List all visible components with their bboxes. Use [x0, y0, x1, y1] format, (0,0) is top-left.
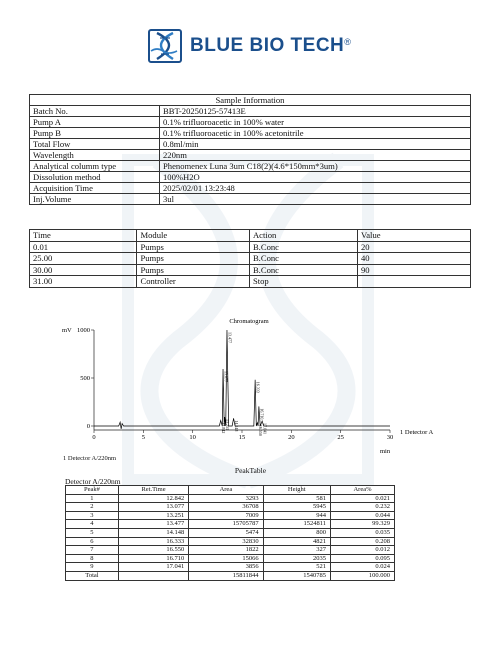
detector-note: 1 Detector A/220nm	[63, 455, 117, 462]
program-row	[30, 253, 471, 265]
peak-retention-label: 13.251	[225, 418, 231, 430]
program-cell: Controller	[137, 276, 249, 288]
peak-cell: 1524811	[263, 520, 330, 529]
peak-cell: 0.021	[330, 494, 394, 503]
program-column-header: Module	[137, 230, 249, 242]
program-cell: Pumps	[137, 264, 249, 276]
peak-cell: 16.710	[118, 554, 188, 563]
sample-information-table	[29, 94, 471, 205]
program-cell: 30.00	[30, 264, 137, 276]
peak-cell: 15705787	[189, 520, 263, 529]
program-column-header: Value	[357, 230, 470, 242]
program-cell	[357, 276, 470, 288]
peak-cell: 4821	[263, 537, 330, 546]
sample-info-value: BBT-20250125-57413E	[160, 106, 471, 117]
peak-cell: 1	[66, 494, 119, 503]
sample-info-key: Pump B	[30, 128, 160, 139]
peak-retention-label: 16.550	[257, 424, 263, 436]
sample-info-key: Total Flow	[30, 139, 160, 150]
peak-cell: 13.477	[118, 520, 188, 529]
peak-cell: 5945	[263, 503, 330, 512]
program-column-header: Action	[249, 230, 357, 242]
program-cell: B.Conc	[249, 253, 357, 265]
time-program-table	[29, 229, 471, 288]
sample-info-key: Wavelength	[30, 150, 160, 161]
y-tick-label: 500	[80, 375, 90, 382]
peak-cell: 327	[263, 546, 330, 555]
peak-cell: 0.095	[330, 554, 394, 563]
sample-info-row	[30, 183, 471, 194]
x-tick-label: 30	[386, 434, 394, 441]
sample-info-key: Inj.Volume	[30, 194, 160, 205]
peak-total-cell	[118, 571, 188, 580]
sample-info-row	[30, 106, 471, 117]
peak-column-header: Ret.Time	[118, 486, 188, 495]
sample-info-row	[30, 128, 471, 139]
peak-cell: 3293	[189, 494, 263, 503]
program-cell: 25.00	[30, 253, 137, 265]
peak-cell: 521	[263, 563, 330, 572]
peak-cell: 6	[66, 537, 119, 546]
peak-cell: 13.251	[118, 511, 188, 520]
detector-label: 1 Detector A	[400, 429, 434, 436]
peak-total-cell: 1540785	[263, 571, 330, 580]
peak-total-cell: 100.000	[330, 571, 394, 580]
x-tick-label: 15	[238, 434, 246, 441]
sample-info-value: 0.8ml/min	[160, 139, 471, 150]
sample-info-row	[30, 161, 471, 172]
y-axis-label: mV	[62, 327, 72, 334]
peak-cell: 16.550	[118, 546, 188, 555]
sample-info-value: 0.1% trifluoroacetic in 100% water	[160, 117, 471, 128]
x-tick-label: 20	[288, 434, 295, 441]
company-logo	[148, 26, 351, 66]
peak-row	[66, 494, 395, 503]
sample-info-row	[30, 150, 471, 161]
program-cell: 0.01	[30, 241, 137, 253]
chart-title: Chromatogram	[229, 318, 269, 325]
peak-cell: 944	[263, 511, 330, 520]
peak-cell: 0.232	[330, 503, 394, 512]
program-cell: 31.00	[30, 276, 137, 288]
sample-info-key: Batch No.	[30, 106, 160, 117]
sample-info-key: Pump A	[30, 117, 160, 128]
peak-row	[66, 546, 395, 555]
y-tick-label: 1000	[77, 327, 90, 334]
peak-cell: 4	[66, 520, 119, 529]
peak-total-row	[66, 571, 395, 580]
sample-info-value: 220nm	[160, 150, 471, 161]
program-row	[30, 264, 471, 276]
peak-cell: 9	[66, 563, 119, 572]
peak-cell: 0.035	[330, 528, 394, 537]
chromatogram-chart	[50, 312, 480, 467]
x-tick-label: 10	[189, 434, 196, 441]
x-tick-label: 5	[141, 434, 145, 441]
peak-cell: 7009	[189, 511, 263, 520]
peak-cell: 8	[66, 554, 119, 563]
peak-row	[66, 511, 395, 520]
program-cell: B.Conc	[249, 241, 357, 253]
sample-info-key: Analytical columm type	[30, 161, 160, 172]
peak-cell: 0.044	[330, 511, 394, 520]
sample-info-key: Acquisition Time	[30, 183, 160, 194]
peak-cell: 32830	[189, 537, 263, 546]
program-cell: Pumps	[137, 241, 249, 253]
peak-retention-label: 14.148	[234, 420, 240, 432]
sample-information-title: Sample Information	[30, 95, 471, 106]
program-cell: Pumps	[137, 253, 249, 265]
x-tick-label: 25	[337, 434, 344, 441]
sample-info-value: 100%H2O	[160, 172, 471, 183]
x-tick-label: 0	[92, 434, 96, 441]
x-axis-label: min	[380, 448, 391, 455]
peak-cell: 15066	[189, 554, 263, 563]
peak-cell: 0.208	[330, 537, 394, 546]
program-column-header: Time	[30, 230, 137, 242]
peak-cell: 13.077	[118, 503, 188, 512]
sample-info-value: 3ul	[160, 194, 471, 205]
peak-row	[66, 563, 395, 572]
peak-table-detector: Detector A/220nm	[65, 477, 121, 486]
program-cell: 90	[357, 264, 470, 276]
peak-column-header: Area%	[330, 486, 394, 495]
peak-cell: 2035	[263, 554, 330, 563]
sample-info-value: 0.1% trifluoroacetic in 100% acetonitrile	[160, 128, 471, 139]
peak-cell: 3856	[189, 563, 263, 572]
program-cell: Stop	[249, 276, 357, 288]
peak-total-cell: 15811844	[189, 571, 263, 580]
sample-info-value: 2025/02/01 13:23:48	[160, 183, 471, 194]
peak-retention-label: 16.710	[259, 408, 265, 420]
program-cell: B.Conc	[249, 264, 357, 276]
peak-cell: 14.148	[118, 528, 188, 537]
peak-column-header: Height	[263, 486, 330, 495]
peak-row	[66, 537, 395, 546]
sample-info-row	[30, 139, 471, 150]
sample-info-value: Phenomenex Luna 3um C18(2)(4.6*150mm*3um)	[160, 161, 471, 172]
peak-cell: 5	[66, 528, 119, 537]
peak-total-cell: Total	[66, 571, 119, 580]
peak-column-header: Area	[189, 486, 263, 495]
peak-table	[65, 485, 395, 581]
y-tick-label: 0	[86, 423, 90, 430]
peak-cell: 99.329	[330, 520, 394, 529]
dna-logo-icon	[148, 29, 182, 63]
brand-name: BLUE BIO TECH®	[190, 35, 352, 56]
program-row	[30, 241, 471, 253]
peak-cell: 7	[66, 546, 119, 555]
peak-cell: 0.024	[330, 563, 394, 572]
peak-row	[66, 503, 395, 512]
peak-cell: 581	[263, 494, 330, 503]
peak-cell: 36708	[189, 503, 263, 512]
peak-retention-label: 17.041	[262, 423, 268, 435]
peak-retention-label: 13.477	[227, 332, 233, 343]
peak-cell: 5474	[189, 528, 263, 537]
peak-cell: 17.041	[118, 563, 188, 572]
peak-column-header: Peak#	[66, 486, 119, 495]
peak-row	[66, 528, 395, 537]
peak-table-title: PeakTable	[234, 466, 267, 475]
peak-cell: 3	[66, 511, 119, 520]
peak-cell: 0.012	[330, 546, 394, 555]
registered-mark: ®	[344, 37, 352, 47]
peak-row	[66, 554, 395, 563]
peak-cell: 2	[66, 503, 119, 512]
sample-info-row	[30, 172, 471, 183]
peak-row	[66, 520, 395, 529]
peak-cell: 800	[263, 528, 330, 537]
sample-info-row	[30, 117, 471, 128]
program-row	[30, 276, 471, 288]
peak-retention-label: 12.842	[221, 422, 227, 434]
program-cell: 20	[357, 241, 470, 253]
peak-cell: 12.842	[118, 494, 188, 503]
peak-retention-label: 16.333	[255, 381, 261, 393]
peak-retention-label: 13.077	[223, 370, 229, 382]
sample-info-row	[30, 194, 471, 205]
peak-cell: 1822	[189, 546, 263, 555]
sample-info-key: Dissolution method	[30, 172, 160, 183]
program-cell: 40	[357, 253, 470, 265]
peak-cell: 16.333	[118, 537, 188, 546]
